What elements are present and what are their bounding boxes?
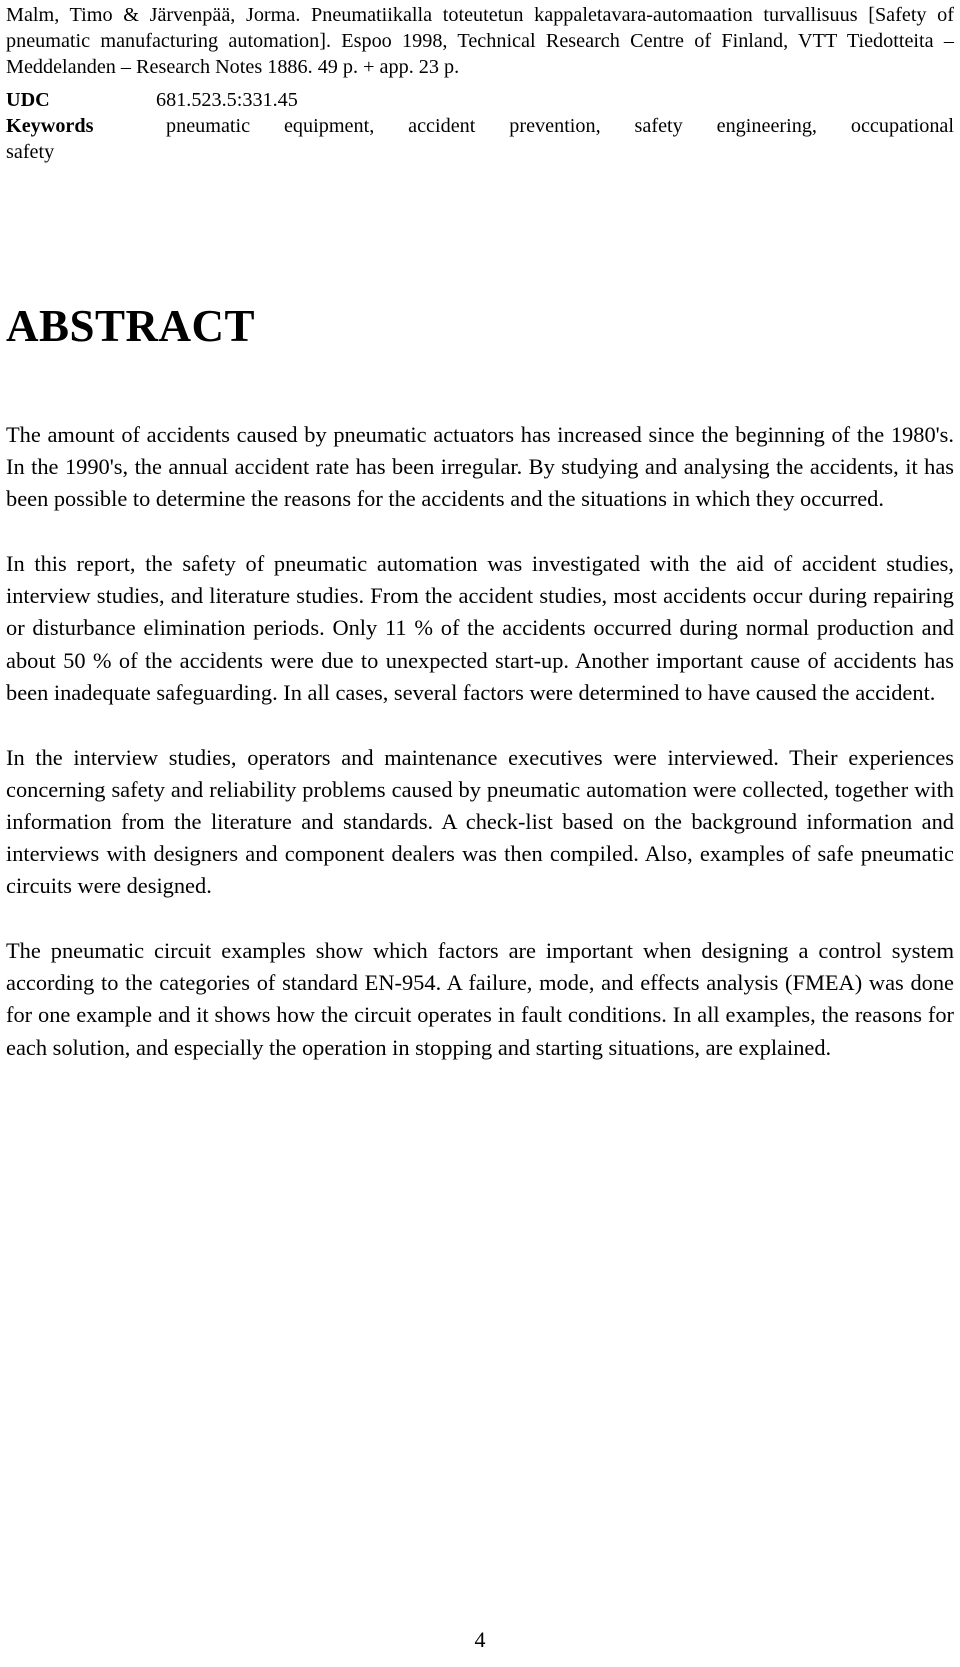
keywords-label: Keywords xyxy=(6,115,94,137)
abstract-paragraph: The amount of accidents caused by pneumatic actuators has increased since the beginning of the 1980's. In the 1990's, the annual accident rate has been irregular. By studying and analysing the accidents, it has been possible to determine the reasons for the accidents and the situations in which they occurred. xyxy=(6,422,954,512)
abstract-paragraph: The pneumatic circuit examples show which factors are important when designing a control system according to the categories of standard EN-954. A failure, mode, and effects analysis (FMEA) was done for one example and it shows how the circuit operates in fault conditions. In all examples, the reasons for each solution, and especially the operation in stopping and starting situations, are explained. xyxy=(6,938,954,1060)
abstract-paragraph: In the interview studies, operators and maintenance executives were interviewed. Their experiences concerning safety and reliability problems caused by pneumatic automation were collected, together with information from the literature and standards. A check-list based on the background information and interviews with designers and component dealers was then compiled. Also, examples of safe pneumatic circuits were designed. xyxy=(6,744,954,899)
udc-value: 681.523.5:331.45 xyxy=(156,89,298,111)
page-number: 4 xyxy=(474,1627,486,1652)
abstract-heading: ABSTRACT xyxy=(6,301,256,351)
keywords-text-line2: safety xyxy=(6,141,55,163)
citation-text: Malm, Timo & Järvenpää, Jorma. Pneumatiikalla toteutetun kappaletavara-automaation turvallisuus [Safety of pneumatic manufacturing automation]. Espoo 1998, Technical Research Centre of Finland, VTT Tiedotteita – Meddelanden – Research Notes 1886. 49 p. + app. 23 p. xyxy=(6,4,954,78)
abstract-paragraph: In this report, the safety of pneumatic automation was investigated with the aid of accident studies, interview studies, and literature studies. From the accident studies, most accidents occur during repairing or disturbance elimination periods. Only 11 % of the accidents occurred during normal production and about 50 % of the accidents were due to unexpected start-up. Another important cause of accidents has been inadequate safeguarding. In all cases, several factors were determined to have caused the accident. xyxy=(6,551,954,705)
udc-row xyxy=(6,87,954,113)
abstract-body xyxy=(6,419,954,1097)
keywords-row xyxy=(6,113,954,165)
udc-label: UDC xyxy=(6,89,50,111)
keywords-text-line1: pneumatic equipment, accident prevention, safety engineering, occupational xyxy=(166,115,954,137)
document-page xyxy=(6,0,954,1667)
